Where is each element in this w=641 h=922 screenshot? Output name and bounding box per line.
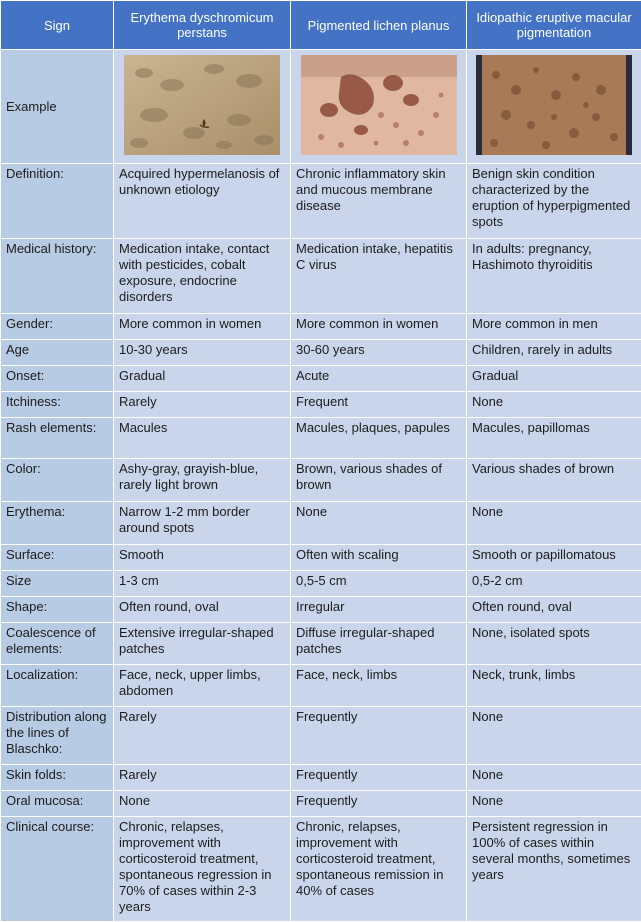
row-label: Definition: [1, 164, 114, 239]
cell-idiopathic-eruptive-macular-pigmentation: None [467, 707, 641, 765]
table-row [1, 623, 641, 665]
cell-idiopathic-eruptive-macular-pigmentation: None [467, 392, 641, 418]
cell-idiopathic-eruptive-macular-pigmentation: Macules, papillomas [467, 418, 641, 459]
row-label: Clinical course: [1, 817, 114, 922]
cell-erythema-dyschromicum-perstans: Rarely [114, 765, 291, 791]
row-label: Distribution along the lines of Blaschko: [1, 707, 114, 765]
cell-erythema-dyschromicum-perstans: Gradual [114, 366, 291, 392]
cell-pigmented-lichen-planus: 30-60 years [291, 340, 467, 366]
cell-pigmented-lichen-planus: Often with scaling [291, 545, 467, 571]
table-row [1, 545, 641, 571]
cell-idiopathic-eruptive-macular-pigmentation: Neck, trunk, limbs [467, 665, 641, 707]
row-label: Gender: [1, 314, 114, 340]
header-erythema-dyschromicum-perstans: Erythema dyschromicum perstans [114, 1, 291, 50]
table-row [1, 665, 641, 707]
header-row [1, 1, 641, 50]
skin-photo-abdomen-grayish-macules [124, 55, 280, 155]
row-label: Onset: [1, 366, 114, 392]
cell-idiopathic-eruptive-macular-pigmentation: None, isolated spots [467, 623, 641, 665]
row-label: Color: [1, 459, 114, 502]
cell-idiopathic-eruptive-macular-pigmentation: More common in men [467, 314, 641, 340]
table-row [1, 571, 641, 597]
cell-idiopathic-eruptive-macular-pigmentation: Often round, oval [467, 597, 641, 623]
cell-pigmented-lichen-planus: Frequently [291, 765, 467, 791]
table-row [1, 164, 641, 239]
cell-pigmented-lichen-planus: Acute [291, 366, 467, 392]
cell-pigmented-lichen-planus: Chronic, relapses, improvement with corticosteroid treatment, spontaneous remission in 40% of cases [291, 817, 467, 922]
row-label: Coalescence of elements: [1, 623, 114, 665]
cell-erythema-dyschromicum-perstans: Chronic, relapses, improvement with corticosteroid treatment, spontaneous regression in 70% of cases within 2-3 years [114, 817, 291, 922]
row-label: Erythema: [1, 502, 114, 545]
example-cell-1 [114, 50, 291, 164]
table-row [1, 817, 641, 922]
cell-idiopathic-eruptive-macular-pigmentation: 0,5-2 cm [467, 571, 641, 597]
table-row [1, 707, 641, 765]
cell-pigmented-lichen-planus: Face, neck, limbs [291, 665, 467, 707]
row-label: Surface: [1, 545, 114, 571]
cell-idiopathic-eruptive-macular-pigmentation: Persistent regression in 100% of cases within several months, sometimes years [467, 817, 641, 922]
table-row [1, 597, 641, 623]
cell-idiopathic-eruptive-macular-pigmentation: Gradual [467, 366, 641, 392]
example-cell-3 [467, 50, 641, 164]
table-row [1, 340, 641, 366]
cell-pigmented-lichen-planus: Diffuse irregular-shaped patches [291, 623, 467, 665]
cell-idiopathic-eruptive-macular-pigmentation: Children, rarely in adults [467, 340, 641, 366]
row-label: Size [1, 571, 114, 597]
cell-pigmented-lichen-planus: Medication intake, hepatitis C virus [291, 239, 467, 314]
cell-pigmented-lichen-planus: Macules, plaques, papules [291, 418, 467, 459]
row-label: Itchiness: [1, 392, 114, 418]
table-row [1, 459, 641, 502]
cell-idiopathic-eruptive-macular-pigmentation: Smooth or papillomatous [467, 545, 641, 571]
cell-pigmented-lichen-planus: More common in women [291, 314, 467, 340]
table-row [1, 366, 641, 392]
cell-erythema-dyschromicum-perstans: Often round, oval [114, 597, 291, 623]
cell-erythema-dyschromicum-perstans: 1-3 cm [114, 571, 291, 597]
cell-erythema-dyschromicum-perstans: Medication intake, contact with pesticides, cobalt exposure, endocrine disorders [114, 239, 291, 314]
row-label: Medical history: [1, 239, 114, 314]
cell-erythema-dyschromicum-perstans: 10-30 years [114, 340, 291, 366]
table-row [1, 239, 641, 314]
cell-pigmented-lichen-planus: Frequent [291, 392, 467, 418]
cell-erythema-dyschromicum-perstans: Ashy-gray, grayish-blue, rarely light brown [114, 459, 291, 502]
cell-idiopathic-eruptive-macular-pigmentation: Various shades of brown [467, 459, 641, 502]
header-idiopathic-eruptive-macular-pigmentation: Idiopathic eruptive macular pigmentation [467, 1, 641, 50]
table-row [1, 418, 641, 459]
cell-pigmented-lichen-planus: Irregular [291, 597, 467, 623]
cell-idiopathic-eruptive-macular-pigmentation: None [467, 502, 641, 545]
cell-pigmented-lichen-planus: Chronic inflammatory skin and mucous membrane disease [291, 164, 467, 239]
cell-erythema-dyschromicum-perstans: Extensive irregular-shaped patches [114, 623, 291, 665]
table-row [1, 502, 641, 545]
row-label: Localization: [1, 665, 114, 707]
table-row [1, 791, 641, 817]
cell-pigmented-lichen-planus: Frequently [291, 791, 467, 817]
cell-erythema-dyschromicum-perstans: Acquired hypermelanosis of unknown etiology [114, 164, 291, 239]
cell-idiopathic-eruptive-macular-pigmentation: None [467, 791, 641, 817]
cell-pigmented-lichen-planus: Frequently [291, 707, 467, 765]
skin-photo-back-brown-spots [476, 55, 632, 155]
row-label: Oral mucosa: [1, 791, 114, 817]
row-label: Rash elements: [1, 418, 114, 459]
row-label: Shape: [1, 597, 114, 623]
cell-erythema-dyschromicum-perstans: More common in women [114, 314, 291, 340]
cell-erythema-dyschromicum-perstans: Face, neck, upper limbs, abdomen [114, 665, 291, 707]
row-label-example: Example [1, 50, 114, 164]
skin-photo-brown-patches-plaques [301, 55, 457, 155]
header-sign: Sign [1, 1, 114, 50]
row-label: Skin folds: [1, 765, 114, 791]
table-row [1, 314, 641, 340]
header-pigmented-lichen-planus: Pigmented lichen planus [291, 1, 467, 50]
cell-erythema-dyschromicum-perstans: Rarely [114, 707, 291, 765]
table-row [1, 765, 641, 791]
cell-erythema-dyschromicum-perstans: Narrow 1-2 mm border around spots [114, 502, 291, 545]
cell-pigmented-lichen-planus: Brown, various shades of brown [291, 459, 467, 502]
cell-erythema-dyschromicum-perstans: None [114, 791, 291, 817]
cell-idiopathic-eruptive-macular-pigmentation: None [467, 765, 641, 791]
cell-pigmented-lichen-planus: 0,5-5 cm [291, 571, 467, 597]
cell-erythema-dyschromicum-perstans: Macules [114, 418, 291, 459]
cell-pigmented-lichen-planus: None [291, 502, 467, 545]
cell-idiopathic-eruptive-macular-pigmentation: In adults: pregnancy, Hashimoto thyroiditis [467, 239, 641, 314]
cell-idiopathic-eruptive-macular-pigmentation: Benign skin condition characterized by the eruption of hyperpigmented spots [467, 164, 641, 239]
example-row [1, 50, 641, 164]
example-cell-2 [291, 50, 467, 164]
cell-erythema-dyschromicum-perstans: Rarely [114, 392, 291, 418]
row-label: Age [1, 340, 114, 366]
cell-erythema-dyschromicum-perstans: Smooth [114, 545, 291, 571]
table-row [1, 392, 641, 418]
